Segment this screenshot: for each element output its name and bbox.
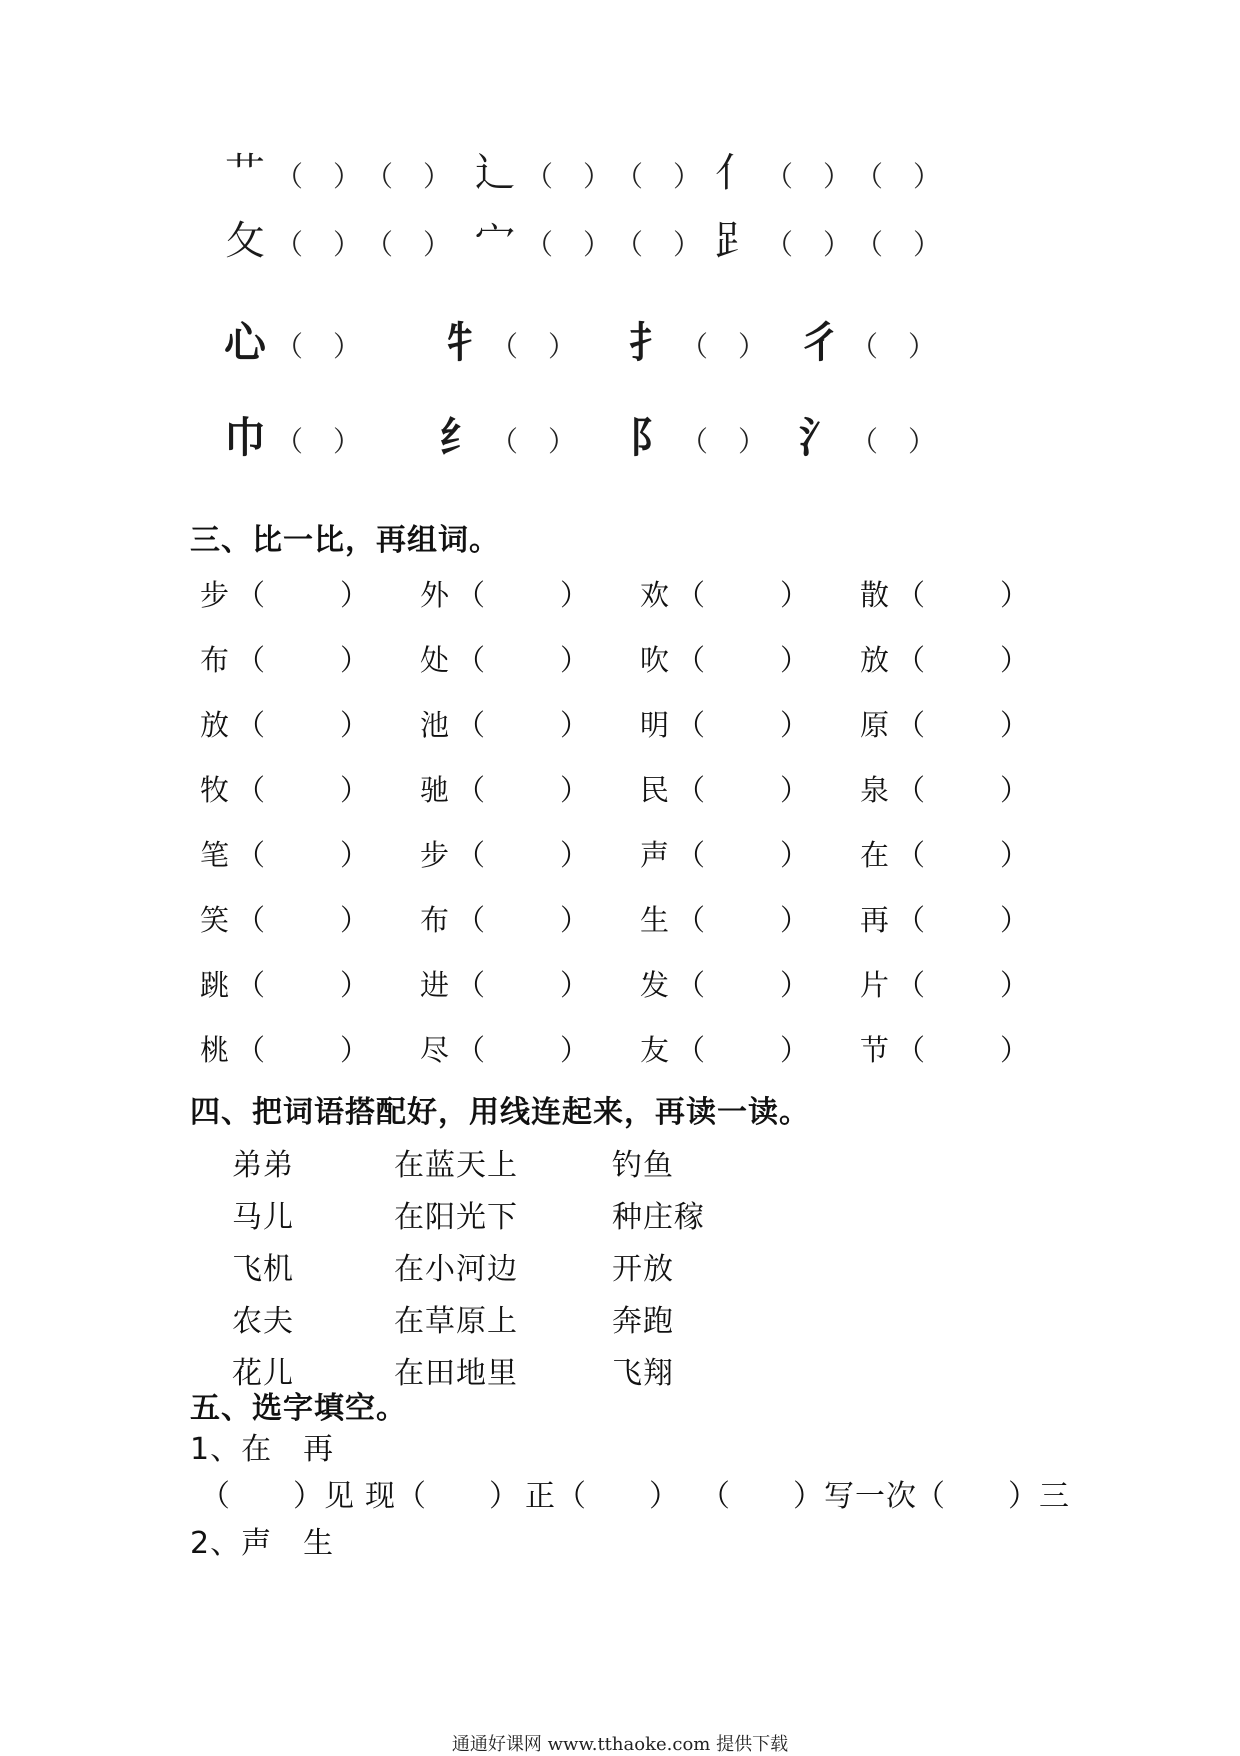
blank-close-paren: ） xyxy=(340,1033,370,1067)
compare-cell xyxy=(640,965,809,1005)
blank-close-paren: ） xyxy=(560,643,590,677)
compare-char: 生 xyxy=(640,903,670,937)
blank-close-paren: ） xyxy=(780,578,810,612)
compare-char: 民 xyxy=(640,773,670,807)
blank-open-paren: （ xyxy=(765,228,794,261)
radical-row4-2: 纟 xyxy=(438,413,481,462)
blank-open-paren: （ xyxy=(676,968,706,1002)
compare-char: 欢 xyxy=(640,578,670,612)
compare-cell xyxy=(200,900,369,940)
match-col3-item: 奔跑 xyxy=(612,1304,674,1339)
blank-close-paren: ） xyxy=(913,160,942,193)
compare-char: 再 xyxy=(860,903,890,937)
blank-close-paren: ） xyxy=(583,160,612,193)
compare-char: 进 xyxy=(420,968,450,1002)
blank-open-paren: （ xyxy=(680,330,709,363)
match-col1-item: 飞机 xyxy=(232,1252,294,1287)
compare-char: 笑 xyxy=(200,903,230,937)
radical-row1-3: 亻 xyxy=(715,150,755,196)
blank-close-paren: ） xyxy=(548,330,577,363)
fill-blank-item: （ ）见 xyxy=(200,1479,355,1514)
compare-cell xyxy=(860,575,1029,615)
compare-cell xyxy=(640,640,809,680)
radical-row3-3: 扌 xyxy=(628,318,671,367)
blank-open-paren: （ xyxy=(236,773,266,807)
compare-cell xyxy=(640,835,809,875)
blank-close-paren: ） xyxy=(340,578,370,612)
compare-char: 节 xyxy=(860,1033,890,1067)
blank-close-paren: ） xyxy=(560,968,590,1002)
radical-row2-3: 𧾷 xyxy=(715,218,755,264)
blank-close-paren: ） xyxy=(340,903,370,937)
radical-row2-1: 攵 xyxy=(225,218,265,264)
section5-heading: 五、选字填空。 xyxy=(190,1391,407,1426)
blank-close-paren: ） xyxy=(1000,643,1030,677)
blank-close-paren: ） xyxy=(340,838,370,872)
compare-cell xyxy=(420,965,589,1005)
blank-open-paren: （ xyxy=(676,578,706,612)
match-col1-item: 农夫 xyxy=(232,1304,294,1339)
blank-open-paren: （ xyxy=(236,968,266,1002)
blank-close-paren: ） xyxy=(780,708,810,742)
blank-open-paren: （ xyxy=(855,228,884,261)
blank-close-paren: ） xyxy=(673,228,702,261)
blank-open-paren: （ xyxy=(456,903,486,937)
blank-open-paren: （ xyxy=(275,228,304,261)
blank-close-paren: ） xyxy=(423,160,452,193)
compare-cell xyxy=(640,900,809,940)
compare-char: 放 xyxy=(860,643,890,677)
blank-open-paren: （ xyxy=(236,838,266,872)
compare-char: 布 xyxy=(200,643,230,677)
blank-close-paren: ） xyxy=(560,773,590,807)
compare-cell xyxy=(420,1030,589,1070)
compare-char: 布 xyxy=(420,903,450,937)
compare-cell xyxy=(860,770,1029,810)
fill-blank-item: （ ）写一次 xyxy=(700,1479,917,1514)
match-col3-item: 开放 xyxy=(612,1252,674,1287)
compare-char: 尽 xyxy=(420,1033,450,1067)
blank-open-paren: （ xyxy=(236,578,266,612)
blank-open-paren: （ xyxy=(896,838,926,872)
compare-cell xyxy=(860,1030,1029,1070)
blank-open-paren: （ xyxy=(275,425,304,458)
compare-char: 处 xyxy=(420,643,450,677)
match-col2-item: 在蓝天上 xyxy=(394,1148,518,1183)
blank-close-paren: ） xyxy=(908,425,937,458)
blank-close-paren: ） xyxy=(340,708,370,742)
blank-open-paren: （ xyxy=(365,160,394,193)
blank-open-paren: （ xyxy=(456,643,486,677)
fill-blank-item: 现（ ） xyxy=(365,1479,520,1514)
blank-close-paren: ） xyxy=(1000,773,1030,807)
blank-open-paren: （ xyxy=(525,228,554,261)
blank-open-paren: （ xyxy=(275,330,304,363)
question2-label: 2、声 生 xyxy=(190,1526,335,1561)
blank-open-paren: （ xyxy=(676,1033,706,1067)
blank-close-paren: ） xyxy=(738,425,767,458)
compare-cell xyxy=(420,835,589,875)
blank-close-paren: ） xyxy=(560,578,590,612)
radical-row3-2: 牜 xyxy=(438,318,481,367)
blank-open-paren: （ xyxy=(896,968,926,1002)
match-col1-item: 弟弟 xyxy=(232,1148,294,1183)
compare-cell xyxy=(640,1030,809,1070)
blank-open-paren: （ xyxy=(525,160,554,193)
question1-label: 1、在 再 xyxy=(190,1432,335,1467)
radical-row1-2: 辶 xyxy=(475,150,515,196)
blank-close-paren: ） xyxy=(780,903,810,937)
blank-open-paren: （ xyxy=(676,903,706,937)
radical-row4-3: 阝 xyxy=(628,413,671,462)
radical-row3-4: 彳 xyxy=(798,318,841,367)
blank-open-paren: （ xyxy=(490,330,519,363)
compare-cell xyxy=(420,705,589,745)
radical-row2-2: 宀 xyxy=(475,218,515,264)
compare-cell xyxy=(860,640,1029,680)
section4-heading: 四、把词语搭配好，用线连起来，再读一读。 xyxy=(190,1095,810,1130)
blank-close-paren: ） xyxy=(823,160,852,193)
compare-cell xyxy=(200,965,369,1005)
blank-open-paren: （ xyxy=(676,643,706,677)
blank-open-paren: （ xyxy=(456,578,486,612)
radical-row4-1: 巾 xyxy=(223,413,266,462)
compare-char: 友 xyxy=(640,1033,670,1067)
blank-close-paren: ） xyxy=(738,330,767,363)
match-col3-item: 飞翔 xyxy=(612,1356,674,1391)
blank-close-paren: ） xyxy=(1000,578,1030,612)
blank-open-paren: （ xyxy=(855,160,884,193)
compare-char: 吹 xyxy=(640,643,670,677)
blank-open-paren: （ xyxy=(680,425,709,458)
blank-open-paren: （ xyxy=(676,838,706,872)
compare-char: 片 xyxy=(860,968,890,1002)
blank-close-paren: ） xyxy=(583,228,612,261)
blank-close-paren: ） xyxy=(560,903,590,937)
blank-close-paren: ） xyxy=(1000,838,1030,872)
blank-open-paren: （ xyxy=(850,330,879,363)
blank-open-paren: （ xyxy=(275,160,304,193)
compare-char: 步 xyxy=(420,838,450,872)
blank-open-paren: （ xyxy=(365,228,394,261)
compare-cell xyxy=(200,575,369,615)
radical-row3-1: 心 xyxy=(223,318,266,367)
compare-char: 驰 xyxy=(420,773,450,807)
compare-char: 跳 xyxy=(200,968,230,1002)
blank-open-paren: （ xyxy=(456,708,486,742)
radical-row1-1: 艹 xyxy=(225,150,265,196)
radical-row4-4: 氵 xyxy=(798,413,841,462)
blank-open-paren: （ xyxy=(456,968,486,1002)
compare-cell xyxy=(860,835,1029,875)
match-col3-item: 钓鱼 xyxy=(612,1148,674,1183)
compare-char: 原 xyxy=(860,708,890,742)
blank-open-paren: （ xyxy=(456,1033,486,1067)
blank-close-paren: ） xyxy=(333,330,362,363)
compare-cell xyxy=(640,705,809,745)
compare-char: 发 xyxy=(640,968,670,1002)
blank-open-paren: （ xyxy=(896,1033,926,1067)
blank-close-paren: ） xyxy=(1000,1033,1030,1067)
blank-open-paren: （ xyxy=(236,1033,266,1067)
blank-open-paren: （ xyxy=(236,708,266,742)
compare-cell xyxy=(860,705,1029,745)
blank-open-paren: （ xyxy=(236,903,266,937)
blank-open-paren: （ xyxy=(850,425,879,458)
match-col2-item: 在阳光下 xyxy=(394,1200,518,1235)
blank-open-paren: （ xyxy=(615,228,644,261)
compare-cell xyxy=(200,770,369,810)
fill-blank-item: 正（ ） xyxy=(525,1479,680,1514)
blank-open-paren: （ xyxy=(456,773,486,807)
compare-char: 桃 xyxy=(200,1033,230,1067)
blank-open-paren: （ xyxy=(615,160,644,193)
blank-open-paren: （ xyxy=(896,708,926,742)
blank-close-paren: ） xyxy=(780,838,810,872)
blank-close-paren: ） xyxy=(560,838,590,872)
compare-cell xyxy=(860,900,1029,940)
blank-open-paren: （ xyxy=(676,773,706,807)
blank-close-paren: ） xyxy=(1000,968,1030,1002)
blank-close-paren: ） xyxy=(673,160,702,193)
blank-open-paren: （ xyxy=(896,773,926,807)
page-footer: 通通好课网 www.tthaoke.com 提供下载 xyxy=(451,1734,789,1755)
blank-open-paren: （ xyxy=(896,643,926,677)
match-col2-item: 在小河边 xyxy=(394,1252,518,1287)
blank-close-paren: ） xyxy=(423,228,452,261)
compare-cell xyxy=(420,640,589,680)
compare-char: 声 xyxy=(640,838,670,872)
blank-close-paren: ） xyxy=(340,968,370,1002)
section3-heading: 三、比一比，再组词。 xyxy=(190,523,500,558)
compare-char: 池 xyxy=(420,708,450,742)
compare-cell xyxy=(420,575,589,615)
blank-close-paren: ） xyxy=(908,330,937,363)
blank-open-paren: （ xyxy=(676,708,706,742)
blank-close-paren: ） xyxy=(548,425,577,458)
compare-cell xyxy=(200,705,369,745)
compare-char: 泉 xyxy=(860,773,890,807)
blank-close-paren: ） xyxy=(780,773,810,807)
compare-cell xyxy=(200,1030,369,1070)
compare-char: 外 xyxy=(420,578,450,612)
blank-close-paren: ） xyxy=(340,773,370,807)
blank-close-paren: ） xyxy=(340,643,370,677)
blank-open-paren: （ xyxy=(490,425,519,458)
match-col3-item: 种庄稼 xyxy=(612,1200,705,1235)
blank-close-paren: ） xyxy=(333,228,362,261)
compare-cell xyxy=(640,770,809,810)
match-col2-item: 在田地里 xyxy=(394,1356,518,1391)
blank-close-paren: ） xyxy=(1000,708,1030,742)
blank-open-paren: （ xyxy=(765,160,794,193)
blank-close-paren: ） xyxy=(913,228,942,261)
blank-close-paren: ） xyxy=(333,425,362,458)
compare-cell xyxy=(200,640,369,680)
blank-open-paren: （ xyxy=(896,903,926,937)
blank-close-paren: ） xyxy=(780,643,810,677)
blank-close-paren: ） xyxy=(333,160,362,193)
compare-char: 牧 xyxy=(200,773,230,807)
fill-blank-item: （ ）三 xyxy=(915,1479,1070,1514)
compare-char: 明 xyxy=(640,708,670,742)
match-col1-item: 马儿 xyxy=(232,1200,294,1235)
match-col2-item: 在草原上 xyxy=(394,1304,518,1339)
blank-close-paren: ） xyxy=(780,968,810,1002)
match-col1-item: 花儿 xyxy=(232,1356,294,1391)
blank-close-paren: ） xyxy=(1000,903,1030,937)
blank-close-paren: ） xyxy=(560,1033,590,1067)
blank-open-paren: （ xyxy=(456,838,486,872)
compare-char: 在 xyxy=(860,838,890,872)
blank-open-paren: （ xyxy=(236,643,266,677)
blank-close-paren: ） xyxy=(560,708,590,742)
compare-char: 笔 xyxy=(200,838,230,872)
compare-cell xyxy=(420,900,589,940)
compare-cell xyxy=(420,770,589,810)
compare-cell xyxy=(640,575,809,615)
compare-char: 步 xyxy=(200,578,230,612)
compare-char: 散 xyxy=(860,578,890,612)
blank-open-paren: （ xyxy=(896,578,926,612)
blank-close-paren: ） xyxy=(780,1033,810,1067)
compare-char: 放 xyxy=(200,708,230,742)
compare-cell xyxy=(200,835,369,875)
blank-close-paren: ） xyxy=(823,228,852,261)
compare-cell xyxy=(860,965,1029,1005)
